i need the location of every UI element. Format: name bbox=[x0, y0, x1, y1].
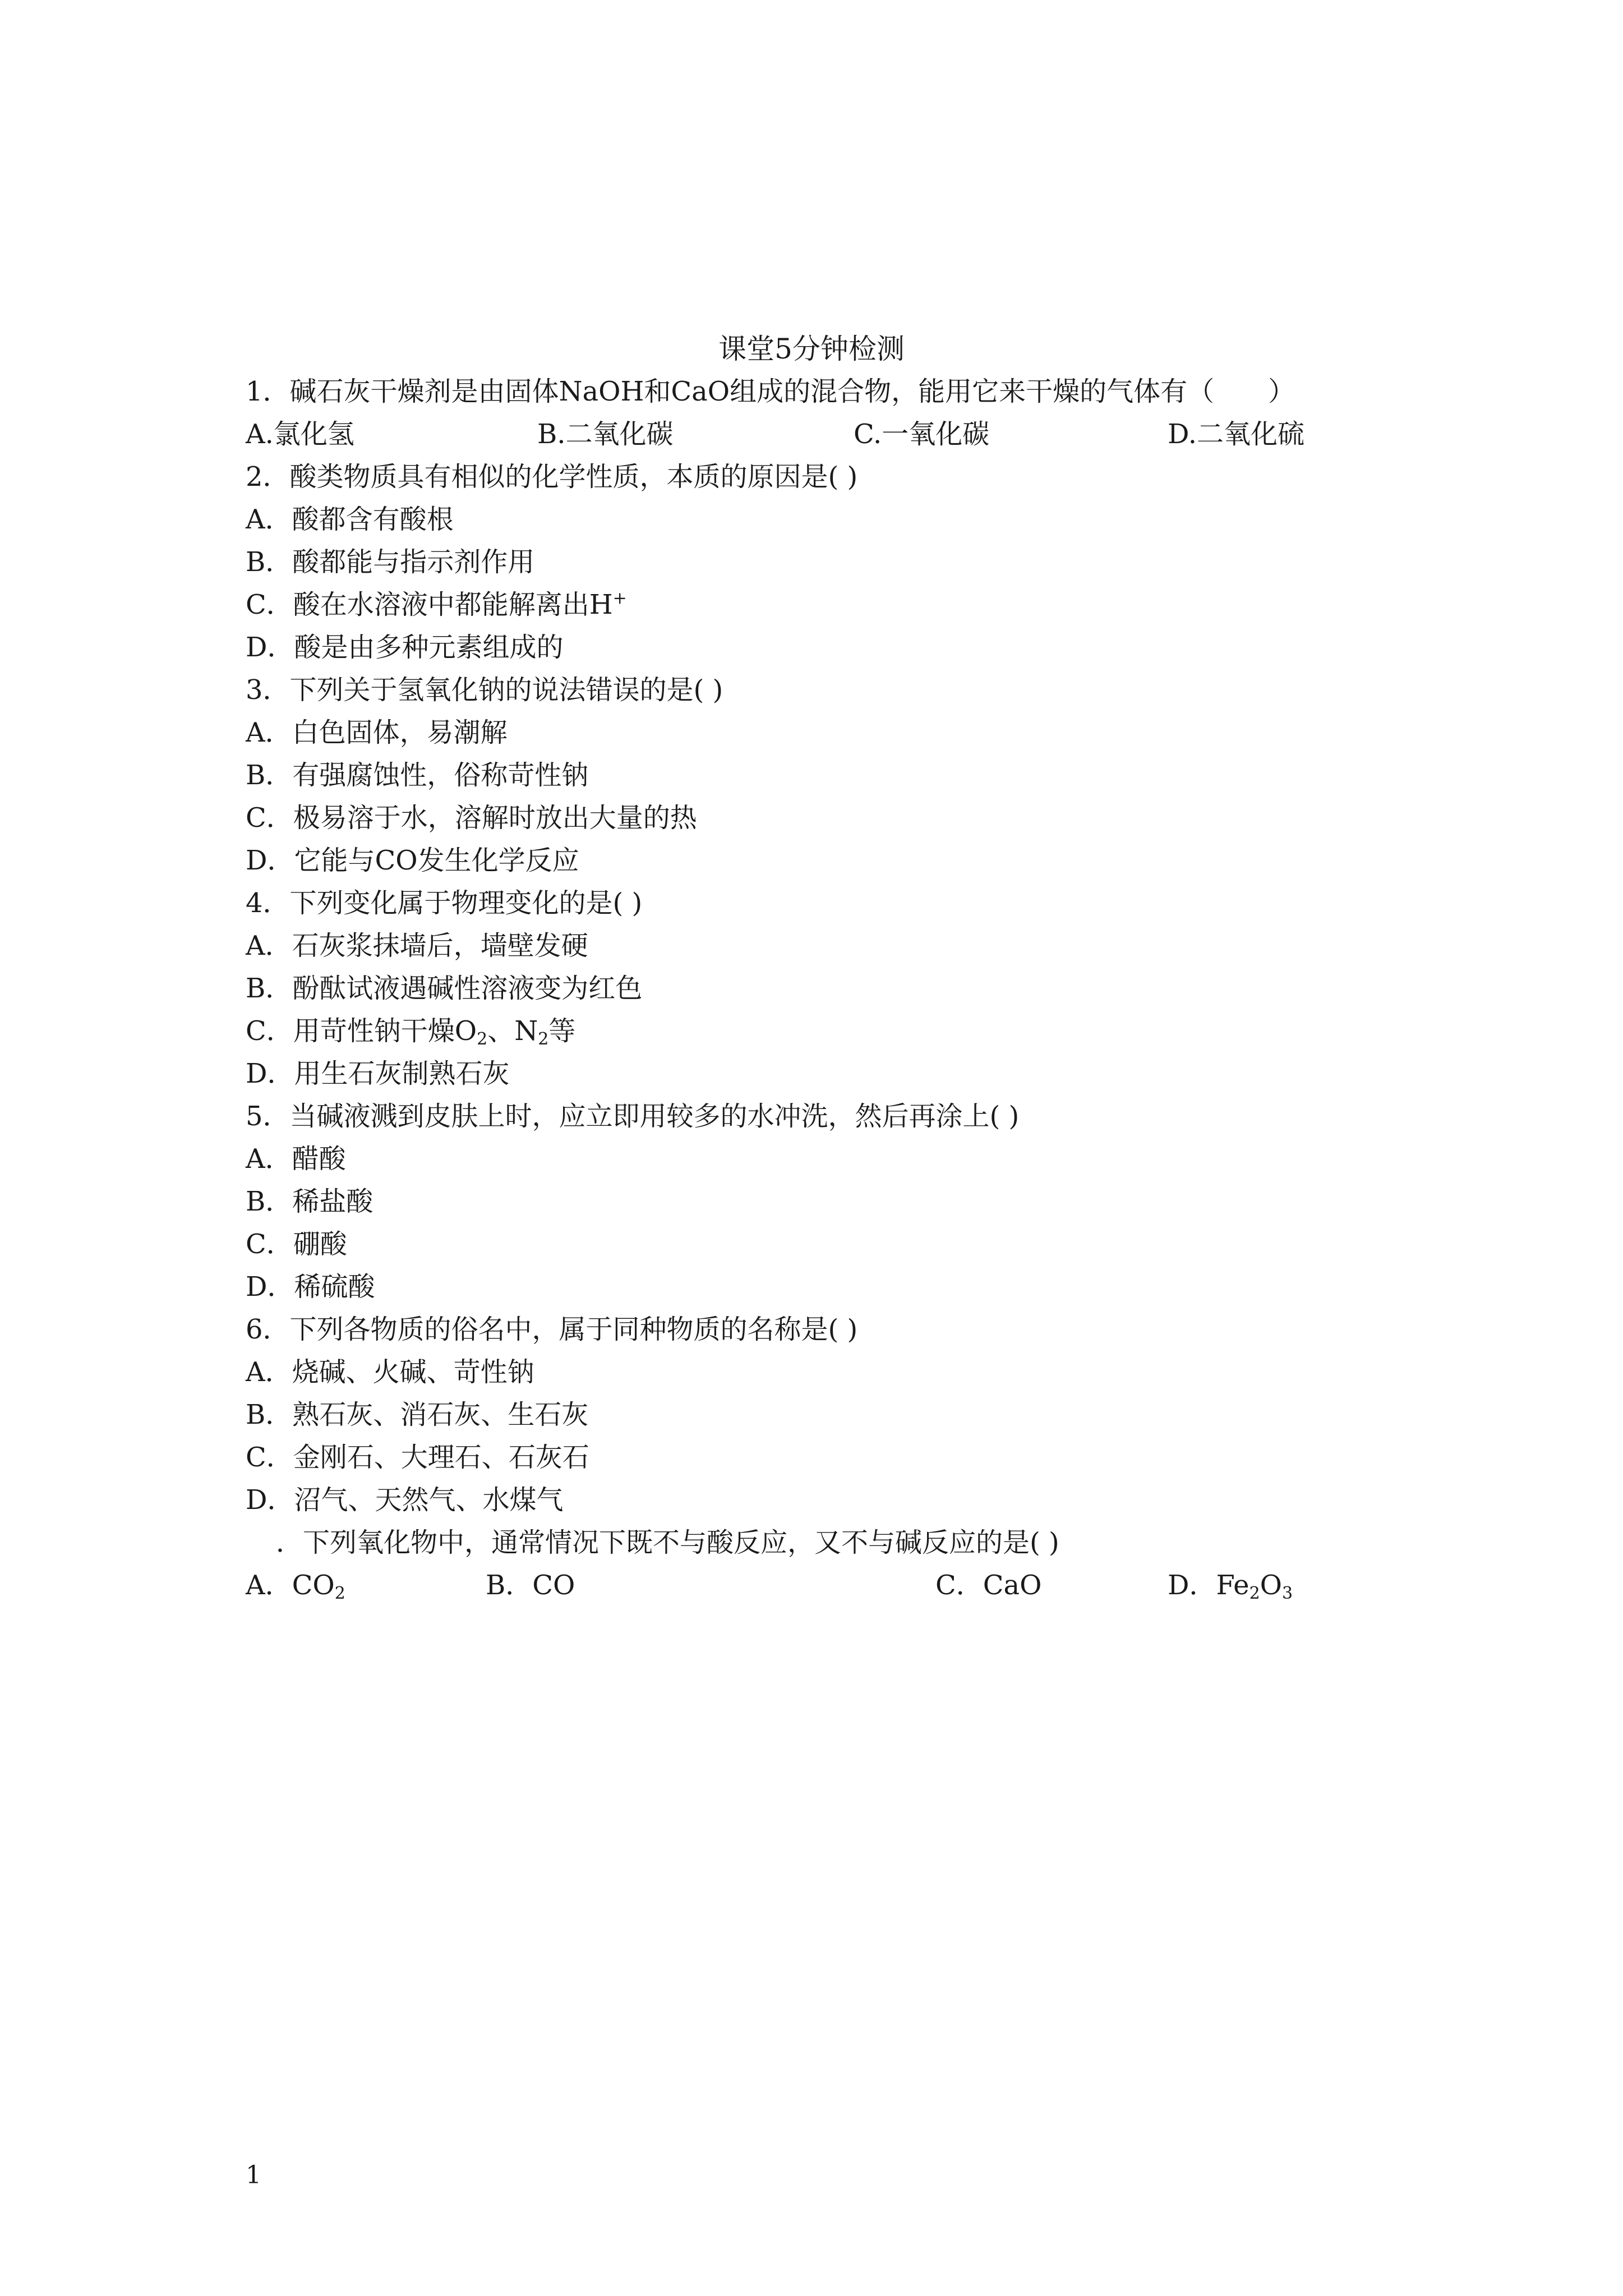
question-3-option-a: A．白色固体，易潮解 bbox=[246, 717, 508, 748]
question-5-option-c: C．硼酸 bbox=[246, 1228, 347, 1260]
question-1-stem: 1．碱石灰干燥剂是由固体NaOH和CaO组成的混合物，能用它来干燥的气体有（ ） bbox=[246, 376, 1295, 407]
question-2-option-b: B．酸都能与指示剂作用 bbox=[246, 546, 535, 578]
question-5-option-b: B．稀盐酸 bbox=[246, 1186, 374, 1217]
question-1-option-b: B.二氧化碳 bbox=[537, 418, 674, 450]
question-1-option-d: D.二氧化硫 bbox=[1168, 418, 1305, 450]
question-4-option-c: C．用苛性钠干燥$O_2$、$N_2$等 bbox=[246, 1015, 576, 1049]
question-6-option-b: B．熟石灰、消石灰、生石灰 bbox=[246, 1399, 589, 1430]
hydrogen-ion-charge: + bbox=[612, 588, 627, 608]
question-4-option-b: B．酚酞试液遇碱性溶液变为红色 bbox=[246, 973, 643, 1004]
question-6-stem: 6．下列各物质的俗名中，属于同种物质的名称是( ) bbox=[246, 1314, 858, 1345]
question-5-option-a: A．醋酸 bbox=[246, 1143, 346, 1175]
question-6-option-a: A．烧碱、火碱、苛性钠 bbox=[246, 1356, 534, 1388]
question-7-option-a: A．$CO_2$ bbox=[246, 1570, 345, 1603]
page-number: 1 bbox=[246, 2161, 261, 2189]
page-title: 课堂5分钟检测 bbox=[718, 333, 905, 365]
question-3-stem: 3．下列关于氢氧化钠的说法错误的是( ) bbox=[246, 674, 723, 706]
question-6-option-d: D．沼气、天然气、水煤气 bbox=[246, 1484, 564, 1516]
question-4-stem: 4．下列变化属于物理变化的是( ) bbox=[246, 887, 643, 919]
question-2-stem: 2．酸类物质具有相似的化学性质，本质的原因是( ) bbox=[246, 461, 858, 493]
question-7-option-b: B．CO bbox=[486, 1570, 575, 1601]
question-4-option-d: D．用生石灰制熟石灰 bbox=[246, 1058, 510, 1089]
question-1-option-a: A.氯化氢 bbox=[246, 418, 354, 450]
question-3-option-c: C．极易溶于水，溶解时放出大量的热 bbox=[246, 802, 697, 834]
question-5-option-d: D．稀硫酸 bbox=[246, 1271, 375, 1303]
question-6-option-c: C．金刚石、大理石、石灰石 bbox=[246, 1442, 589, 1473]
question-7-option-d: D．$Fe_2O_3$ bbox=[1168, 1570, 1293, 1603]
question-3-option-d: D．它能与CO发生化学反应 bbox=[246, 845, 579, 876]
question-2-option-d: D．酸是由多种元素组成的 bbox=[246, 632, 564, 663]
question-1-option-c: C.一氧化碳 bbox=[854, 418, 990, 450]
question-2-option-a: A．酸都含有酸根 bbox=[246, 504, 454, 535]
question-5-stem: 5．当碱液溅到皮肤上时，应立即用较多的水冲洗，然后再涂上( ) bbox=[246, 1101, 1020, 1132]
question-3-option-b: B．有强腐蚀性，俗称苛性钠 bbox=[246, 760, 589, 791]
question-7-option-c: C．CaO bbox=[935, 1570, 1042, 1601]
question-2-option-c: C．酸在水溶液中都能解离出H+ bbox=[246, 588, 627, 620]
question-7-stem: ．下列氧化物中，通常情况下既不与酸反应，又不与碱反应的是( ) bbox=[276, 1527, 1059, 1558]
question-4-option-a: A．石灰浆抹墙后，墙壁发硬 bbox=[246, 930, 588, 961]
